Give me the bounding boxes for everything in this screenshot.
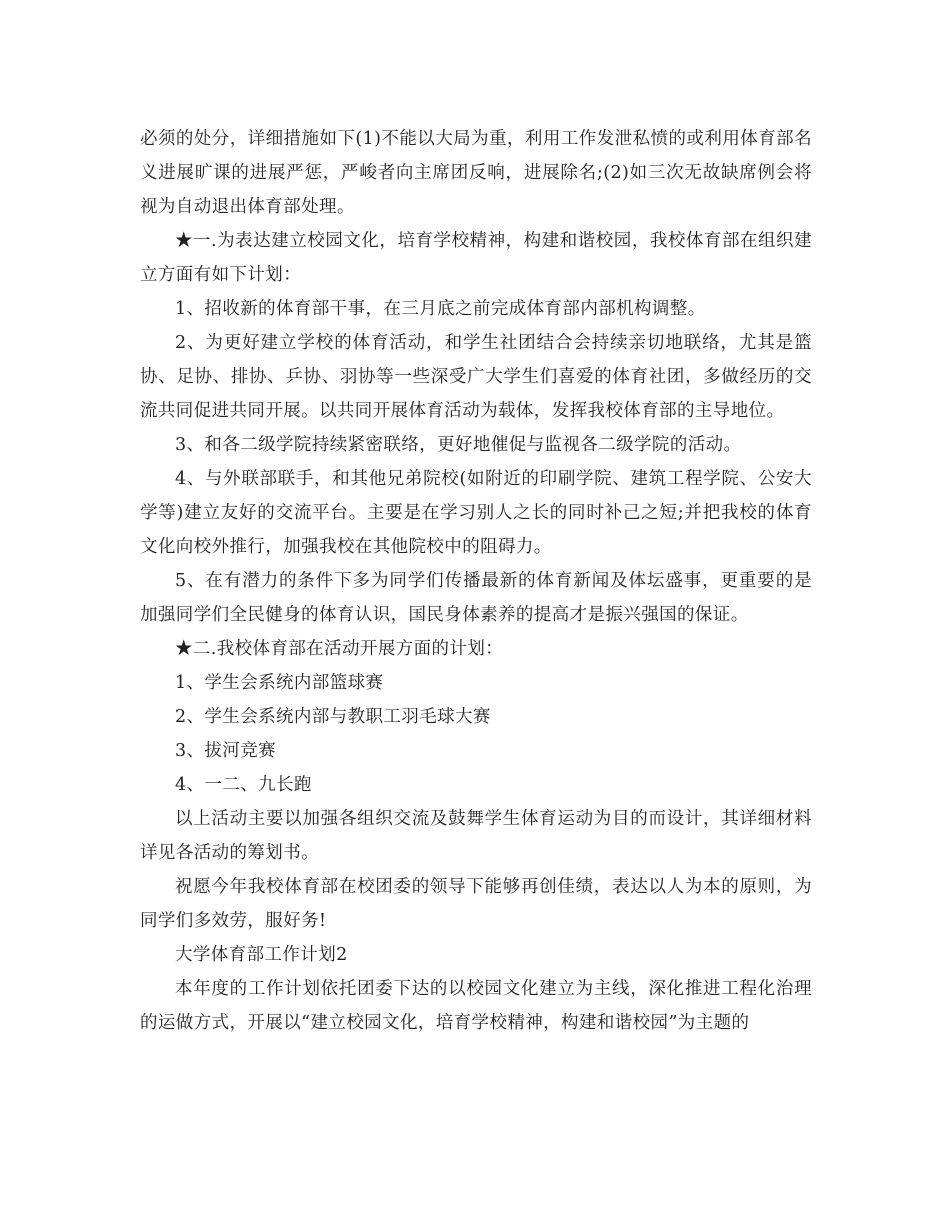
- paragraph-plan-2-intro: 本年度的工作计划依托团委下达的以校园文化建立为主线，深化推进工程化治理的运做方式，开展以“建立校园文化，培育学校精神，构建和谐校园”为主题的: [140, 979, 812, 1033]
- document-body: [140, 122, 812, 1040]
- list-item-2: 2、为更好建立学校的体育活动，和学生社团结合会持续亲切地联络，尤其是篮协、足协、排协、乒协、羽协等一些深受广大学生们喜爱的体育社团，多做经历的交流共同促进共同开展。以共同开展体育活动为载体，发挥我校体育部的主导地位。: [140, 333, 812, 421]
- activity-item-1: 1、学生会系统内部篮球赛: [175, 673, 384, 693]
- activity-item-4: 4、一二、九长跑: [175, 775, 312, 795]
- section-heading-activities: ★二.我校体育部在活动开展方面的计划：: [175, 639, 504, 659]
- paragraph-activities-summary: 以上活动主要以加强各组织交流及鼓舞学生体育运动为目的而设计，其详细材料详见各活动的筹划书。: [140, 809, 812, 863]
- activity-item-2: 2、学生会系统内部与教职工羽毛球大赛: [175, 707, 491, 727]
- section-title-plan-2: 大学体育部工作计划2: [175, 945, 348, 965]
- list-item-4: 4、与外联部联手，和其他兄弟院校(如附近的印刷学院、建筑工程学院、公安大学等)建立友好的交流平台。主要是在学习别人之长的同时补己之短;并把我校的体育文化向校外推行，加强我校在其他院校中的阻碍力。: [140, 469, 812, 557]
- activity-item-3: 3、拔河竞赛: [175, 741, 277, 761]
- list-item-1: 1、招收新的体育部干事，在三月底之前完成体育部内部机构调整。: [175, 299, 706, 319]
- list-item-3: 3、和各二级学院持续紧密联络，更好地催促与监视各二级学院的活动。: [175, 435, 742, 455]
- paragraph-closing-wish: 祝愿今年我校体育部在校团委的领导下能够再创佳绩，表达以人为本的原则，为同学们多效劳，服好务!: [140, 877, 812, 931]
- list-item-5: 5、在有潜力的条件下多为同学们传播最新的体育新闻及体坛盛事，更重要的是加强同学们全民健身的体育认识，国民身体素养的提高才是振兴强国的保证。: [140, 571, 812, 625]
- section-heading-organization: ★一.为表达建立校园文化，培育学校精神，构建和谐校园，我校体育部在组织建立方面有如下计划：: [140, 231, 812, 285]
- paragraph-penalty-measures: 必须的处分，详细措施如下(1)不能以大局为重，利用工作发泄私愤的或利用体育部名义进展旷课的进展严惩，严峻者向主席团反响，进展除名;(2)如三次无故缺席例会将视为自动退出体育部处理。: [140, 129, 812, 217]
